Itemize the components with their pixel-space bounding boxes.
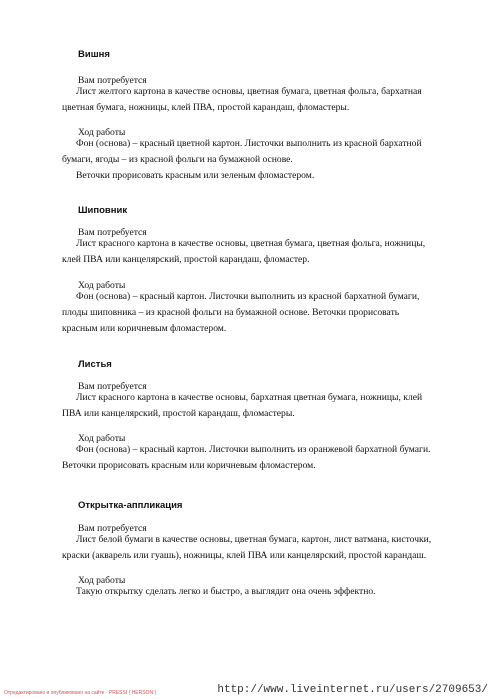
needs-label: Вам потребуется [78, 523, 147, 534]
text-line: Фон (основа) – красный цветной картон. Листочки выполнить из красной бархатной [76, 138, 422, 149]
needs-paragraph [62, 236, 472, 268]
text-line: плоды шиповника – из красной фольги на бумажной основе. Веточки прорисовать [62, 307, 400, 318]
text-line: Лист желтого картона в качестве основы, цветная бумага, цветная фольга, бархатная [76, 86, 422, 97]
text-line: Лист красного картона в качестве основы, бархатная цветная бумага, ножницы, клей [76, 392, 423, 403]
work-paragraph [62, 289, 472, 337]
text-line: Веточки прорисовать красным или коричневым фломастером. [62, 460, 316, 471]
text-line: Фон (основа) – красный картон. Листочки выполнить из красной бархатной бумаги, [76, 291, 420, 302]
work-label: Ход работы [78, 433, 126, 444]
work-paragraph [62, 136, 472, 184]
needs-paragraph [62, 84, 472, 116]
text-line: Лист белой бумаги в качестве основы, цветная бумага, картон, лист ватмана, кисточки, [76, 534, 432, 545]
needs-label: Вам потребуется [78, 75, 147, 86]
footer-publisher-note: Отредактировано и опубликовано на сайте · PRESSI ( HERSON ) [4, 690, 157, 696]
section-title: Шиповник [78, 205, 128, 216]
work-label: Ход работы [78, 575, 126, 586]
section-title: Листья [78, 359, 112, 370]
text-line: краски (акварель или гуашь), ножницы, клей ПВА или канцелярский, простой карандаш. [62, 550, 427, 561]
text-line: цветная бумага, ножницы, клей ПВА, простой карандаш, фломастеры. [62, 102, 350, 113]
text-line: Лист красного картона в качестве основы, цветная бумага, цветная фольга, ножницы, [76, 238, 426, 249]
text-line: клей ПВА или канцелярский, простой карандаш, фломастер. [62, 254, 310, 265]
needs-label: Вам потребуется [78, 381, 147, 392]
work-label: Ход работы [78, 127, 126, 138]
work-paragraph [62, 584, 472, 600]
text-line: Веточки прорисовать красным или зеленым фломастером. [76, 170, 315, 181]
text-line: бумаги, ягоды – из красной фольги на бумажной основе. [62, 154, 293, 165]
text-line: ПВА или канцелярский, простой карандаш, фломастеры. [62, 408, 295, 419]
needs-paragraph [62, 390, 472, 422]
work-paragraph [62, 442, 472, 474]
section-title: Вишня [78, 49, 110, 60]
needs-label: Вам потребуется [78, 227, 147, 238]
text-line: Фон (основа) – красный картон. Листочки выполнить из оранжевой бархатной бумаги. [76, 444, 431, 455]
needs-paragraph [62, 532, 472, 564]
work-label: Ход работы [78, 280, 126, 291]
footer-source-url: http://www.liveinternet.ru/users/2709653/ [217, 684, 488, 696]
section-title: Открытка-аппликация [78, 500, 183, 511]
text-line: Такую открытку сделать легко и быстро, а выглядит она очень эффектно. [76, 586, 376, 597]
text-line: красным или коричневым фломастером. [62, 323, 227, 334]
